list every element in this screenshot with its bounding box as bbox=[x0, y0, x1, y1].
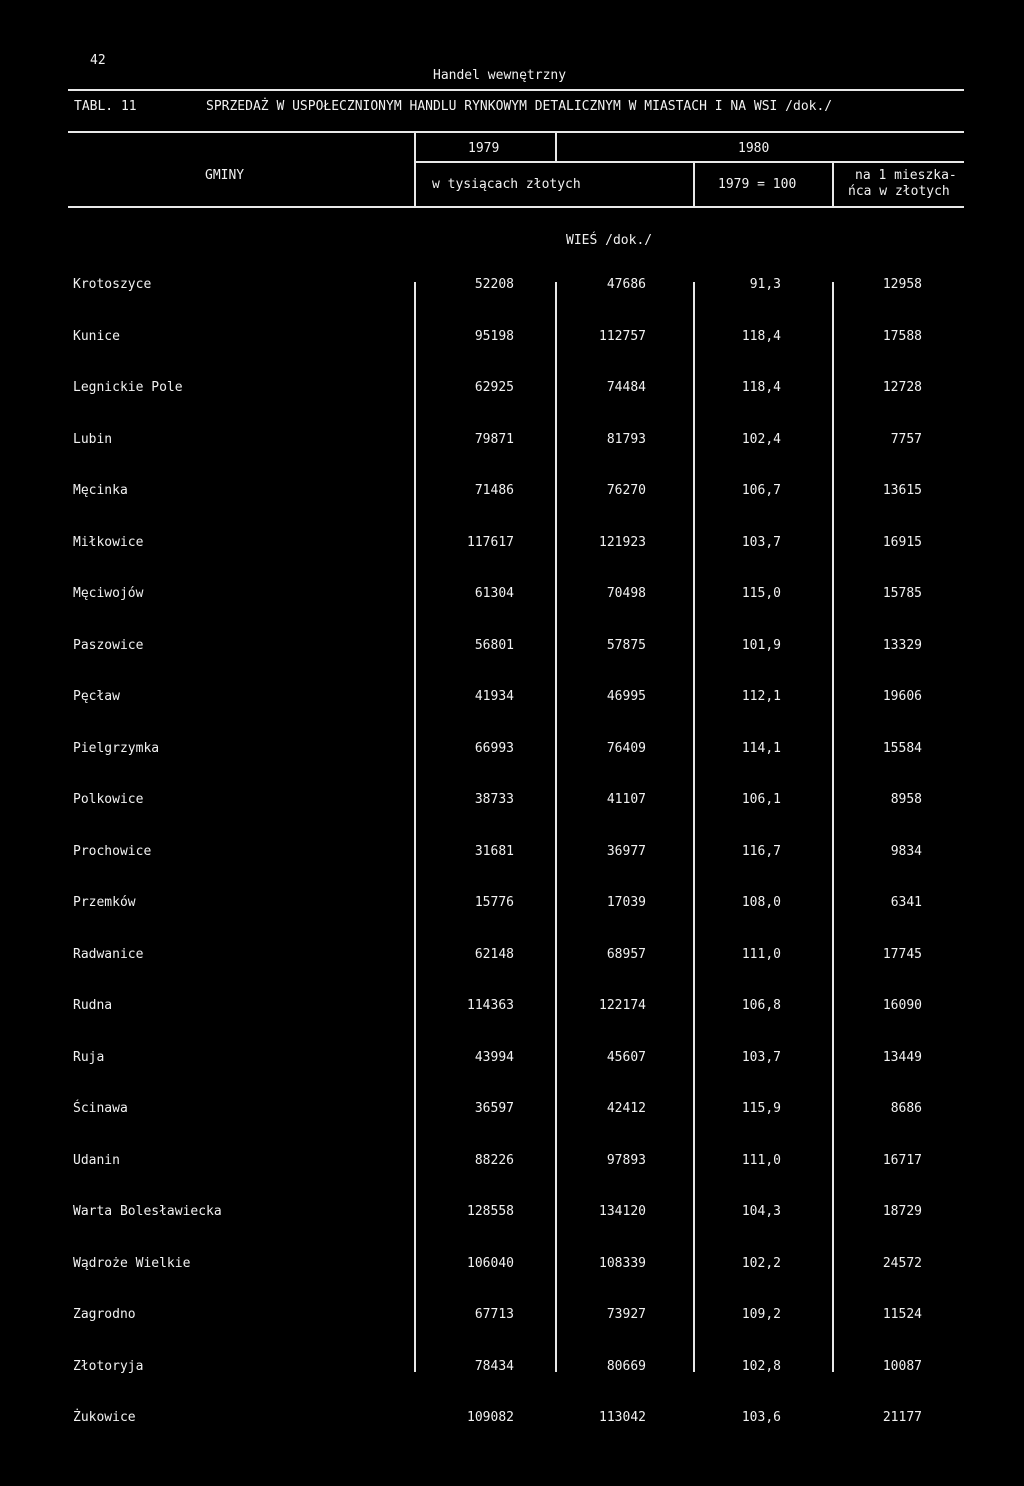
gmina-name: Rudna bbox=[73, 998, 113, 1013]
gmina-name: Udanin bbox=[73, 1153, 120, 1168]
index-value: 106,1 bbox=[741, 792, 781, 807]
index-value: 109,2 bbox=[741, 1307, 781, 1322]
per-capita-value: 15584 bbox=[882, 741, 922, 756]
table-row bbox=[0, 1410, 1024, 1430]
index-value: 115,0 bbox=[741, 586, 781, 601]
table-number: TABL. 11 bbox=[74, 99, 137, 114]
gmina-name: Ścinawa bbox=[73, 1101, 128, 1116]
value-1980: 112757 bbox=[599, 329, 646, 344]
gmina-name: Zagrodno bbox=[73, 1307, 136, 1322]
per-capita-value: 13329 bbox=[882, 638, 922, 653]
header-year-1979: 1979 bbox=[468, 141, 500, 156]
table-row bbox=[0, 1256, 1024, 1276]
value-1980: 45607 bbox=[606, 1050, 646, 1065]
value-1979: 52208 bbox=[474, 277, 514, 292]
gmina-name: Pielgrzymka bbox=[73, 741, 160, 756]
per-capita-value: 16915 bbox=[882, 535, 922, 550]
header-divider-gminy bbox=[414, 131, 416, 207]
value-1980: 36977 bbox=[606, 844, 646, 859]
gmina-name: Lubin bbox=[73, 432, 113, 447]
table-row bbox=[0, 1153, 1024, 1173]
header-per-capita-line2: ńca w złotych bbox=[848, 184, 950, 199]
per-capita-value: 19606 bbox=[882, 689, 922, 704]
value-1980: 134120 bbox=[599, 1204, 646, 1219]
per-capita-value: 10087 bbox=[882, 1359, 922, 1374]
gmina-name: Paszowice bbox=[73, 638, 144, 653]
header-divider-percapita bbox=[832, 161, 834, 207]
per-capita-value: 8958 bbox=[890, 792, 922, 807]
value-1980: 122174 bbox=[599, 998, 646, 1013]
per-capita-value: 7757 bbox=[890, 432, 922, 447]
table-row bbox=[0, 1101, 1024, 1121]
index-value: 106,8 bbox=[741, 998, 781, 1013]
index-value: 91,3 bbox=[749, 277, 781, 292]
table-row bbox=[0, 1204, 1024, 1224]
table-row bbox=[0, 432, 1024, 452]
gmina-name: Krotoszyce bbox=[73, 277, 152, 292]
gmina-name: Polkowice bbox=[73, 792, 144, 807]
gmina-name: Męciwojów bbox=[73, 586, 144, 601]
gmina-name: Prochowice bbox=[73, 844, 152, 859]
table-row bbox=[0, 998, 1024, 1018]
value-1979: 36597 bbox=[474, 1101, 514, 1116]
table-row bbox=[0, 844, 1024, 864]
header-index: 1979 = 100 bbox=[718, 177, 797, 192]
index-value: 103,6 bbox=[741, 1410, 781, 1425]
gmina-name: Żukowice bbox=[73, 1410, 136, 1425]
value-1980: 76409 bbox=[606, 741, 646, 756]
value-1979: 95198 bbox=[474, 329, 514, 344]
value-1980: 76270 bbox=[606, 483, 646, 498]
value-1980: 41107 bbox=[606, 792, 646, 807]
value-1980: 121923 bbox=[599, 535, 646, 550]
value-1979: 78434 bbox=[474, 1359, 514, 1374]
value-1979: 41934 bbox=[474, 689, 514, 704]
index-value: 102,8 bbox=[741, 1359, 781, 1374]
per-capita-value: 6341 bbox=[890, 895, 922, 910]
page-number: 42 bbox=[90, 53, 106, 68]
value-1979: 61304 bbox=[474, 586, 514, 601]
value-1980: 57875 bbox=[606, 638, 646, 653]
header-per-capita-line1: na 1 mieszka- bbox=[855, 168, 957, 183]
index-value: 102,4 bbox=[741, 432, 781, 447]
gmina-name: Przemków bbox=[73, 895, 136, 910]
gmina-name: Złotoryja bbox=[73, 1359, 144, 1374]
gmina-name: Kunice bbox=[73, 329, 120, 344]
value-1979: 43994 bbox=[474, 1050, 514, 1065]
index-value: 104,3 bbox=[741, 1204, 781, 1219]
value-1979: 71486 bbox=[474, 483, 514, 498]
value-1979: 62148 bbox=[474, 947, 514, 962]
table-row bbox=[0, 535, 1024, 555]
value-1980: 113042 bbox=[599, 1410, 646, 1425]
value-1979: 62925 bbox=[474, 380, 514, 395]
index-value: 118,4 bbox=[741, 380, 781, 395]
per-capita-value: 8686 bbox=[890, 1101, 922, 1116]
value-1979: 109082 bbox=[467, 1410, 514, 1425]
value-1980: 108339 bbox=[599, 1256, 646, 1271]
gmina-name: Wądroże Wielkie bbox=[73, 1256, 191, 1271]
gmina-name: Legnickie Pole bbox=[73, 380, 183, 395]
per-capita-value: 18729 bbox=[882, 1204, 922, 1219]
value-1979: 128558 bbox=[467, 1204, 514, 1219]
table-row bbox=[0, 483, 1024, 503]
section-label: WIEŚ /dok./ bbox=[566, 233, 653, 248]
header-year-1980: 1980 bbox=[738, 141, 770, 156]
value-1979: 66993 bbox=[474, 741, 514, 756]
value-1980: 47686 bbox=[606, 277, 646, 292]
per-capita-value: 13449 bbox=[882, 1050, 922, 1065]
header-thousand-zloty: w tysiącach złotych bbox=[432, 177, 581, 192]
value-1980: 74484 bbox=[606, 380, 646, 395]
gmina-name: Męcinka bbox=[73, 483, 128, 498]
per-capita-value: 21177 bbox=[882, 1410, 922, 1425]
per-capita-value: 16717 bbox=[882, 1153, 922, 1168]
table-title: SPRZEDAŻ W USPOŁECZNIONYM HANDLU RYNKOWYM DETALICZNYM W MIASTACH I NA WSI /dok./ bbox=[206, 99, 833, 114]
header-bottom-rule bbox=[68, 206, 964, 208]
value-1980: 70498 bbox=[606, 586, 646, 601]
value-1980: 97893 bbox=[606, 1153, 646, 1168]
table-row bbox=[0, 329, 1024, 349]
header-year-rule bbox=[414, 161, 964, 163]
value-1980: 80669 bbox=[606, 1359, 646, 1374]
table-row bbox=[0, 792, 1024, 812]
index-value: 114,1 bbox=[741, 741, 781, 756]
per-capita-value: 11524 bbox=[882, 1307, 922, 1322]
table-row bbox=[0, 1050, 1024, 1070]
header-divider-index bbox=[693, 161, 695, 207]
per-capita-value: 17745 bbox=[882, 947, 922, 962]
value-1979: 15776 bbox=[474, 895, 514, 910]
per-capita-value: 17588 bbox=[882, 329, 922, 344]
value-1979: 56801 bbox=[474, 638, 514, 653]
index-value: 116,7 bbox=[741, 844, 781, 859]
running-head: Handel wewnętrzny bbox=[433, 68, 567, 83]
table-row bbox=[0, 689, 1024, 709]
value-1979: 31681 bbox=[474, 844, 514, 859]
header-gminy: GMINY bbox=[205, 168, 245, 183]
index-value: 108,0 bbox=[741, 895, 781, 910]
value-1980: 42412 bbox=[606, 1101, 646, 1116]
value-1979: 106040 bbox=[467, 1256, 514, 1271]
index-value: 102,2 bbox=[741, 1256, 781, 1271]
header-top-rule bbox=[68, 131, 964, 133]
table-row bbox=[0, 380, 1024, 400]
index-value: 115,9 bbox=[741, 1101, 781, 1116]
value-1980: 73927 bbox=[606, 1307, 646, 1322]
table-row bbox=[0, 638, 1024, 658]
index-value: 111,0 bbox=[741, 947, 781, 962]
header-divider-years bbox=[555, 131, 557, 163]
value-1979: 117617 bbox=[467, 535, 514, 550]
value-1979: 114363 bbox=[467, 998, 514, 1013]
table-row bbox=[0, 1359, 1024, 1379]
index-value: 111,0 bbox=[741, 1153, 781, 1168]
table-row bbox=[0, 277, 1024, 297]
table-row bbox=[0, 895, 1024, 915]
index-value: 101,9 bbox=[741, 638, 781, 653]
value-1979: 79871 bbox=[474, 432, 514, 447]
gmina-name: Radwanice bbox=[73, 947, 144, 962]
per-capita-value: 12958 bbox=[882, 277, 922, 292]
value-1980: 17039 bbox=[606, 895, 646, 910]
value-1980: 68957 bbox=[606, 947, 646, 962]
gmina-name: Warta Bolesławiecka bbox=[73, 1204, 222, 1219]
index-value: 106,7 bbox=[741, 483, 781, 498]
per-capita-value: 13615 bbox=[882, 483, 922, 498]
table-row bbox=[0, 741, 1024, 761]
value-1979: 67713 bbox=[474, 1307, 514, 1322]
index-value: 103,7 bbox=[741, 1050, 781, 1065]
index-value: 112,1 bbox=[741, 689, 781, 704]
table-row bbox=[0, 586, 1024, 606]
table-row bbox=[0, 947, 1024, 967]
value-1980: 81793 bbox=[606, 432, 646, 447]
index-value: 103,7 bbox=[741, 535, 781, 550]
per-capita-value: 15785 bbox=[882, 586, 922, 601]
header-rule bbox=[68, 89, 964, 91]
value-1980: 46995 bbox=[606, 689, 646, 704]
per-capita-value: 9834 bbox=[890, 844, 922, 859]
gmina-name: Pęcław bbox=[73, 689, 120, 704]
table-row bbox=[0, 1307, 1024, 1327]
per-capita-value: 12728 bbox=[882, 380, 922, 395]
value-1979: 88226 bbox=[474, 1153, 514, 1168]
index-value: 118,4 bbox=[741, 329, 781, 344]
per-capita-value: 24572 bbox=[882, 1256, 922, 1271]
per-capita-value: 16090 bbox=[882, 998, 922, 1013]
gmina-name: Miłkowice bbox=[73, 535, 144, 550]
value-1979: 38733 bbox=[474, 792, 514, 807]
gmina-name: Ruja bbox=[73, 1050, 105, 1065]
